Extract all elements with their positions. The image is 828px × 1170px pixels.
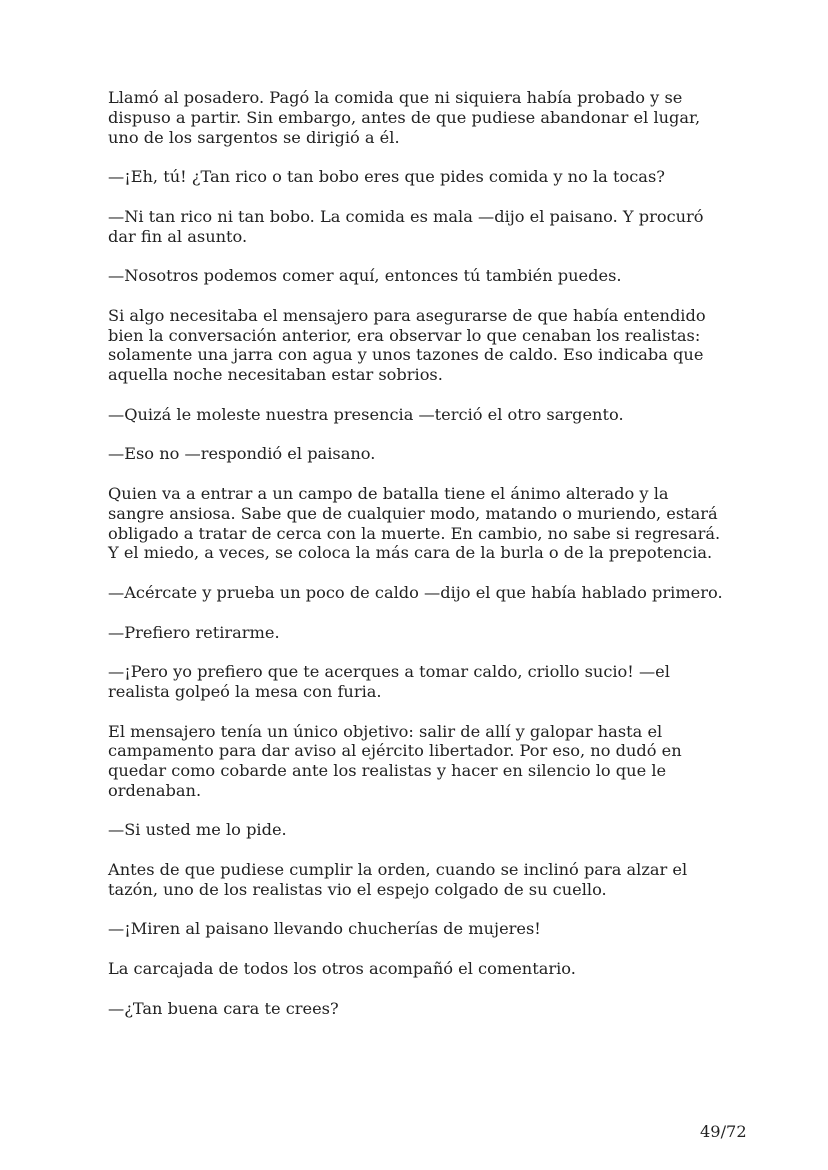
paragraph: Si algo necesitaba el mensajero para asegurarse de que había entendido bien la conversación anterior, era observar lo que cenaban los realistas: solamente una jarra con agua y unos tazones de caldo. Eso indicaba que aquella noche necesitaban estar sobrios.	[108, 305, 706, 385]
paragraph: —Acércate y prueba un poco de caldo —dijo el que había hablado primero.	[108, 582, 723, 602]
paragraph: La carcajada de todos los otros acompañó el comentario.	[108, 959, 576, 979]
page-body	[108, 88, 728, 1038]
paragraph: —¡Pero yo prefiero que te acerques a tomar caldo, criollo sucio! —el realista golpeó la mesa con furia.	[108, 662, 670, 701]
paragraph: —Eso no —respondió el paisano.	[108, 444, 376, 464]
paragraph: —Ni tan rico ni tan bobo. La comida es mala —dijo el paisano. Y procuró dar fin al asunto.	[108, 206, 704, 246]
paragraph: —Prefiero retirarme.	[108, 622, 280, 642]
paragraph: —¡Eh, tú! ¿Tan rico o tan bobo eres que pides comida y no la tocas?	[108, 167, 665, 187]
paragraph: Quien va a entrar a un campo de batalla tiene el ánimo alterado y la sangre ansiosa. Sabe que de cualquier modo, matando o muriendo, estará obligado a tratar de cerca con la muerte. En cambio, no sabe si regresará. Y el miedo, a veces, se coloca la más cara de la burla o de la prepotencia.	[108, 483, 721, 563]
paragraph: —¡Miren al paisano llevando chucherías de mujeres!	[108, 919, 541, 939]
paragraph: El mensajero tenía un único objetivo: salir de allí y galopar hasta el campamento para dar aviso al ejército libertador. Por eso, no dudó en quedar como cobarde ante los realistas y hacer en silencio lo que le ordenaban.	[108, 721, 682, 800]
paragraph: —Quizá le moleste nuestra presencia —terció el otro sargento.	[108, 404, 624, 424]
paragraph: —Si usted me lo pide.	[108, 820, 287, 840]
paragraph: —¿Tan buena cara te crees?	[108, 998, 339, 1018]
page-number: 49/72	[700, 1122, 747, 1141]
paragraph: Antes de que pudiese cumplir la orden, cuando se inclinó para alzar el tazón, uno de los realistas vio el espejo colgado de su cuello.	[108, 860, 688, 899]
paragraph: —Nosotros podemos comer aquí, entonces tú también puedes.	[108, 266, 622, 286]
paragraph: Llamó al posadero. Pagó la comida que ni siquiera había probado y se dispuso a partir. Sin embargo, antes de que pudiese abandonar el lugar, uno de los sargentos se dirigió a él.	[108, 88, 701, 147]
